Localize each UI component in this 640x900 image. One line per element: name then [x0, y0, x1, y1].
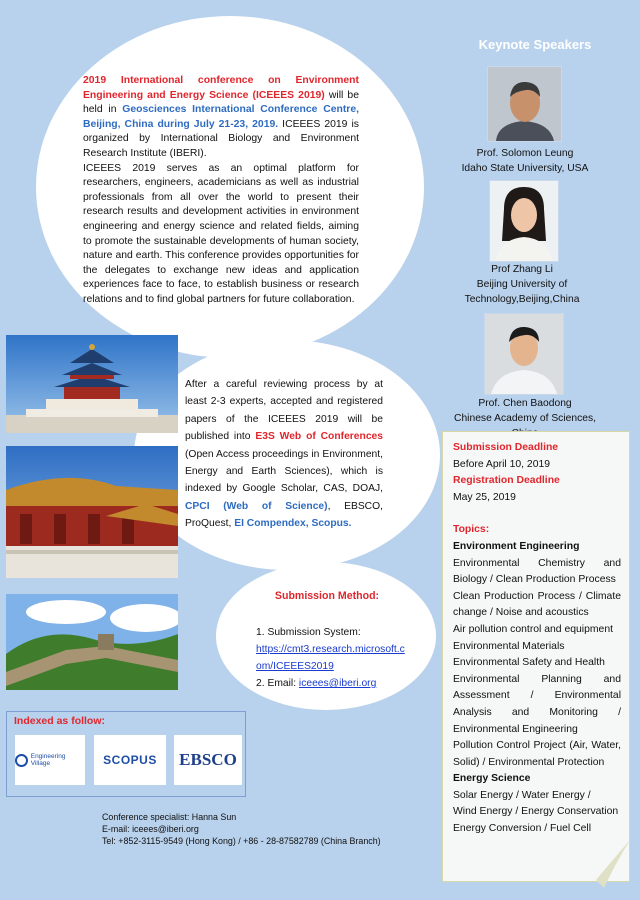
speaker-1: [450, 146, 600, 176]
env-engineering-heading: Environment Engineering: [453, 540, 580, 552]
speaker-2: [452, 262, 592, 307]
topic-item: Air pollution control and equipment: [453, 623, 613, 635]
submission-system-link[interactable]: https://cmt3.research.microsoft.com/ICEEES2019: [256, 644, 405, 672]
journal-name: E3S Web of Conferences: [255, 431, 383, 443]
submission-title: Submission Method:: [274, 590, 380, 602]
speaker-3-name: Prof. Chen Baodong: [478, 398, 572, 409]
topic-item: Pollution Control Project (Air, Water, Solid) / Environmental Protection: [453, 740, 621, 768]
submission-deadline-label: Submission Deadline: [453, 442, 559, 453]
temple-of-heaven-photo: [6, 335, 178, 433]
topic-item: Energy Conversion / Fuel Cell: [453, 823, 592, 835]
speaker-1-name: Prof. Solomon Leung: [476, 148, 574, 159]
great-wall-photo: [6, 594, 178, 690]
intro-body: ICEEES 2019 serves as an optimal platform for researchers, engineers, academicians as well as industrial professionals from all over the world to present their research results and development activities in environment engineering and energy science and related fields, aiming to promote the sustainable developments of human society, nature and earth. This conference provides opportunities for the delegates to exchange new ideas and application experiences face to face, to establish business or research relations and to find global partners for future collaboration.: [83, 162, 359, 305]
speaker-1-affil: Idaho State University, USA: [461, 163, 589, 174]
submission-methods: 1. Submission System: https://cmt3.research.microsoft.com/ICEEES2019 2. Email: iceees@iberi.org: [256, 624, 406, 692]
topic-item: Environmental Chemistry and Biology / Clean Production Process: [453, 557, 621, 586]
submission-email-link[interactable]: iceees@iberi.org: [298, 678, 377, 689]
contact-email: E-mail: iceees@iberi.org: [102, 824, 199, 835]
cpci-index: CPCI (Web of Science): [185, 500, 328, 512]
ei-index: EI Compendex, Scopus.: [234, 518, 352, 530]
intro-text: 2019 International conference on Environment Engineering and Energy Science (ICEEES 2019) will be held in Geosciences International Conference Centre, Beijing, China during July 21-23, 2019. ICEEES 2019 is organized by International Biology and Environment Research Institute (IBERI). ICEEES 2019 serves as an optimal platform for researchers, engineers, academicians as well as industrial professionals from all over the world to present their research results and development activities in environment engineering and energy science and related fields, aiming to promote the sustainable developments of human society, nature and earth. This conference provides opportunities for the delegates to exchange new ideas and application experiences face to face, to establish business or research relations and to find global partners for future collaboration.: [83, 74, 359, 308]
speaker-2-name: Prof Zhang Li: [491, 264, 553, 275]
keynote-heading: Keynote Speakers: [478, 37, 592, 52]
topic-item: Clean Production Process / Climate change / Noise and acoustics: [453, 590, 621, 619]
speaker-photo-chen: [484, 313, 564, 395]
scopus-logo: SCOPUS: [94, 735, 166, 785]
topic-item: Environmental Safety and Health: [453, 657, 605, 669]
topic-item: Wind Energy / Energy Conservation: [453, 806, 619, 818]
registration-deadline-label: Registration Deadline: [453, 475, 560, 487]
contact-tel: Tel: +852-3115-9549 (Hong Kong) / +86 - 28-87582789 (China Branch): [102, 836, 381, 847]
contact-info: [102, 811, 381, 848]
speaker-photo-leung: [487, 66, 562, 142]
speaker-photo-zhang: [489, 180, 559, 262]
forbidden-city-photo: [6, 446, 178, 578]
publication-text: After a careful reviewing process by at least 2-3 experts, accepted and registered papers of the ICEEES 2019 will be published into E3S Web of Conferences (Open Access proceedings in Environment, Energy and Earth Sciences), which is indexed by Google Scholar, CAS, DOAJ, CPCI (Web of Science), EBSCO, ProQuest, EI Compendex, Scopus.: [185, 379, 383, 530]
topics-label: Topics:: [453, 524, 490, 536]
topic-item: Solar Energy / Water Energy /: [453, 789, 591, 801]
info-panel-content: [453, 440, 621, 838]
submission-system-label: 1. Submission System:: [256, 627, 361, 638]
topic-item: Environmental Materials: [453, 640, 565, 652]
registration-deadline-date: May 25, 2019: [453, 491, 516, 503]
indexed-label: Indexed as follow:: [14, 715, 106, 727]
speaker-3-affil: Chinese Academy of Sciences,: [454, 413, 596, 424]
submission-deadline-date: Before April 10, 2019: [453, 458, 551, 470]
ebsco-logo: EBSCO: [174, 735, 242, 785]
conference-title: 2019 International conference on Environment Engineering and Energy Science (ICEEES 2019): [83, 75, 359, 101]
energy-science-heading: Energy Science: [453, 773, 531, 785]
contact-specialist: Conference specialist: Hanna Sun: [102, 812, 237, 822]
speaker-2-affil: Beijing University of Technology,Beijing,China: [464, 279, 580, 305]
topic-item: Environmental Planning and Assessment / Environmental Analysis and Monitoring / Environmental Engineering: [453, 673, 621, 735]
panel-curl: [596, 836, 640, 888]
conference-venue: Geosciences International Conference Centre, Beijing, China during July 21-23, 2019.: [83, 104, 359, 130]
engineering-village-logo: Engineering Village: [15, 735, 85, 785]
